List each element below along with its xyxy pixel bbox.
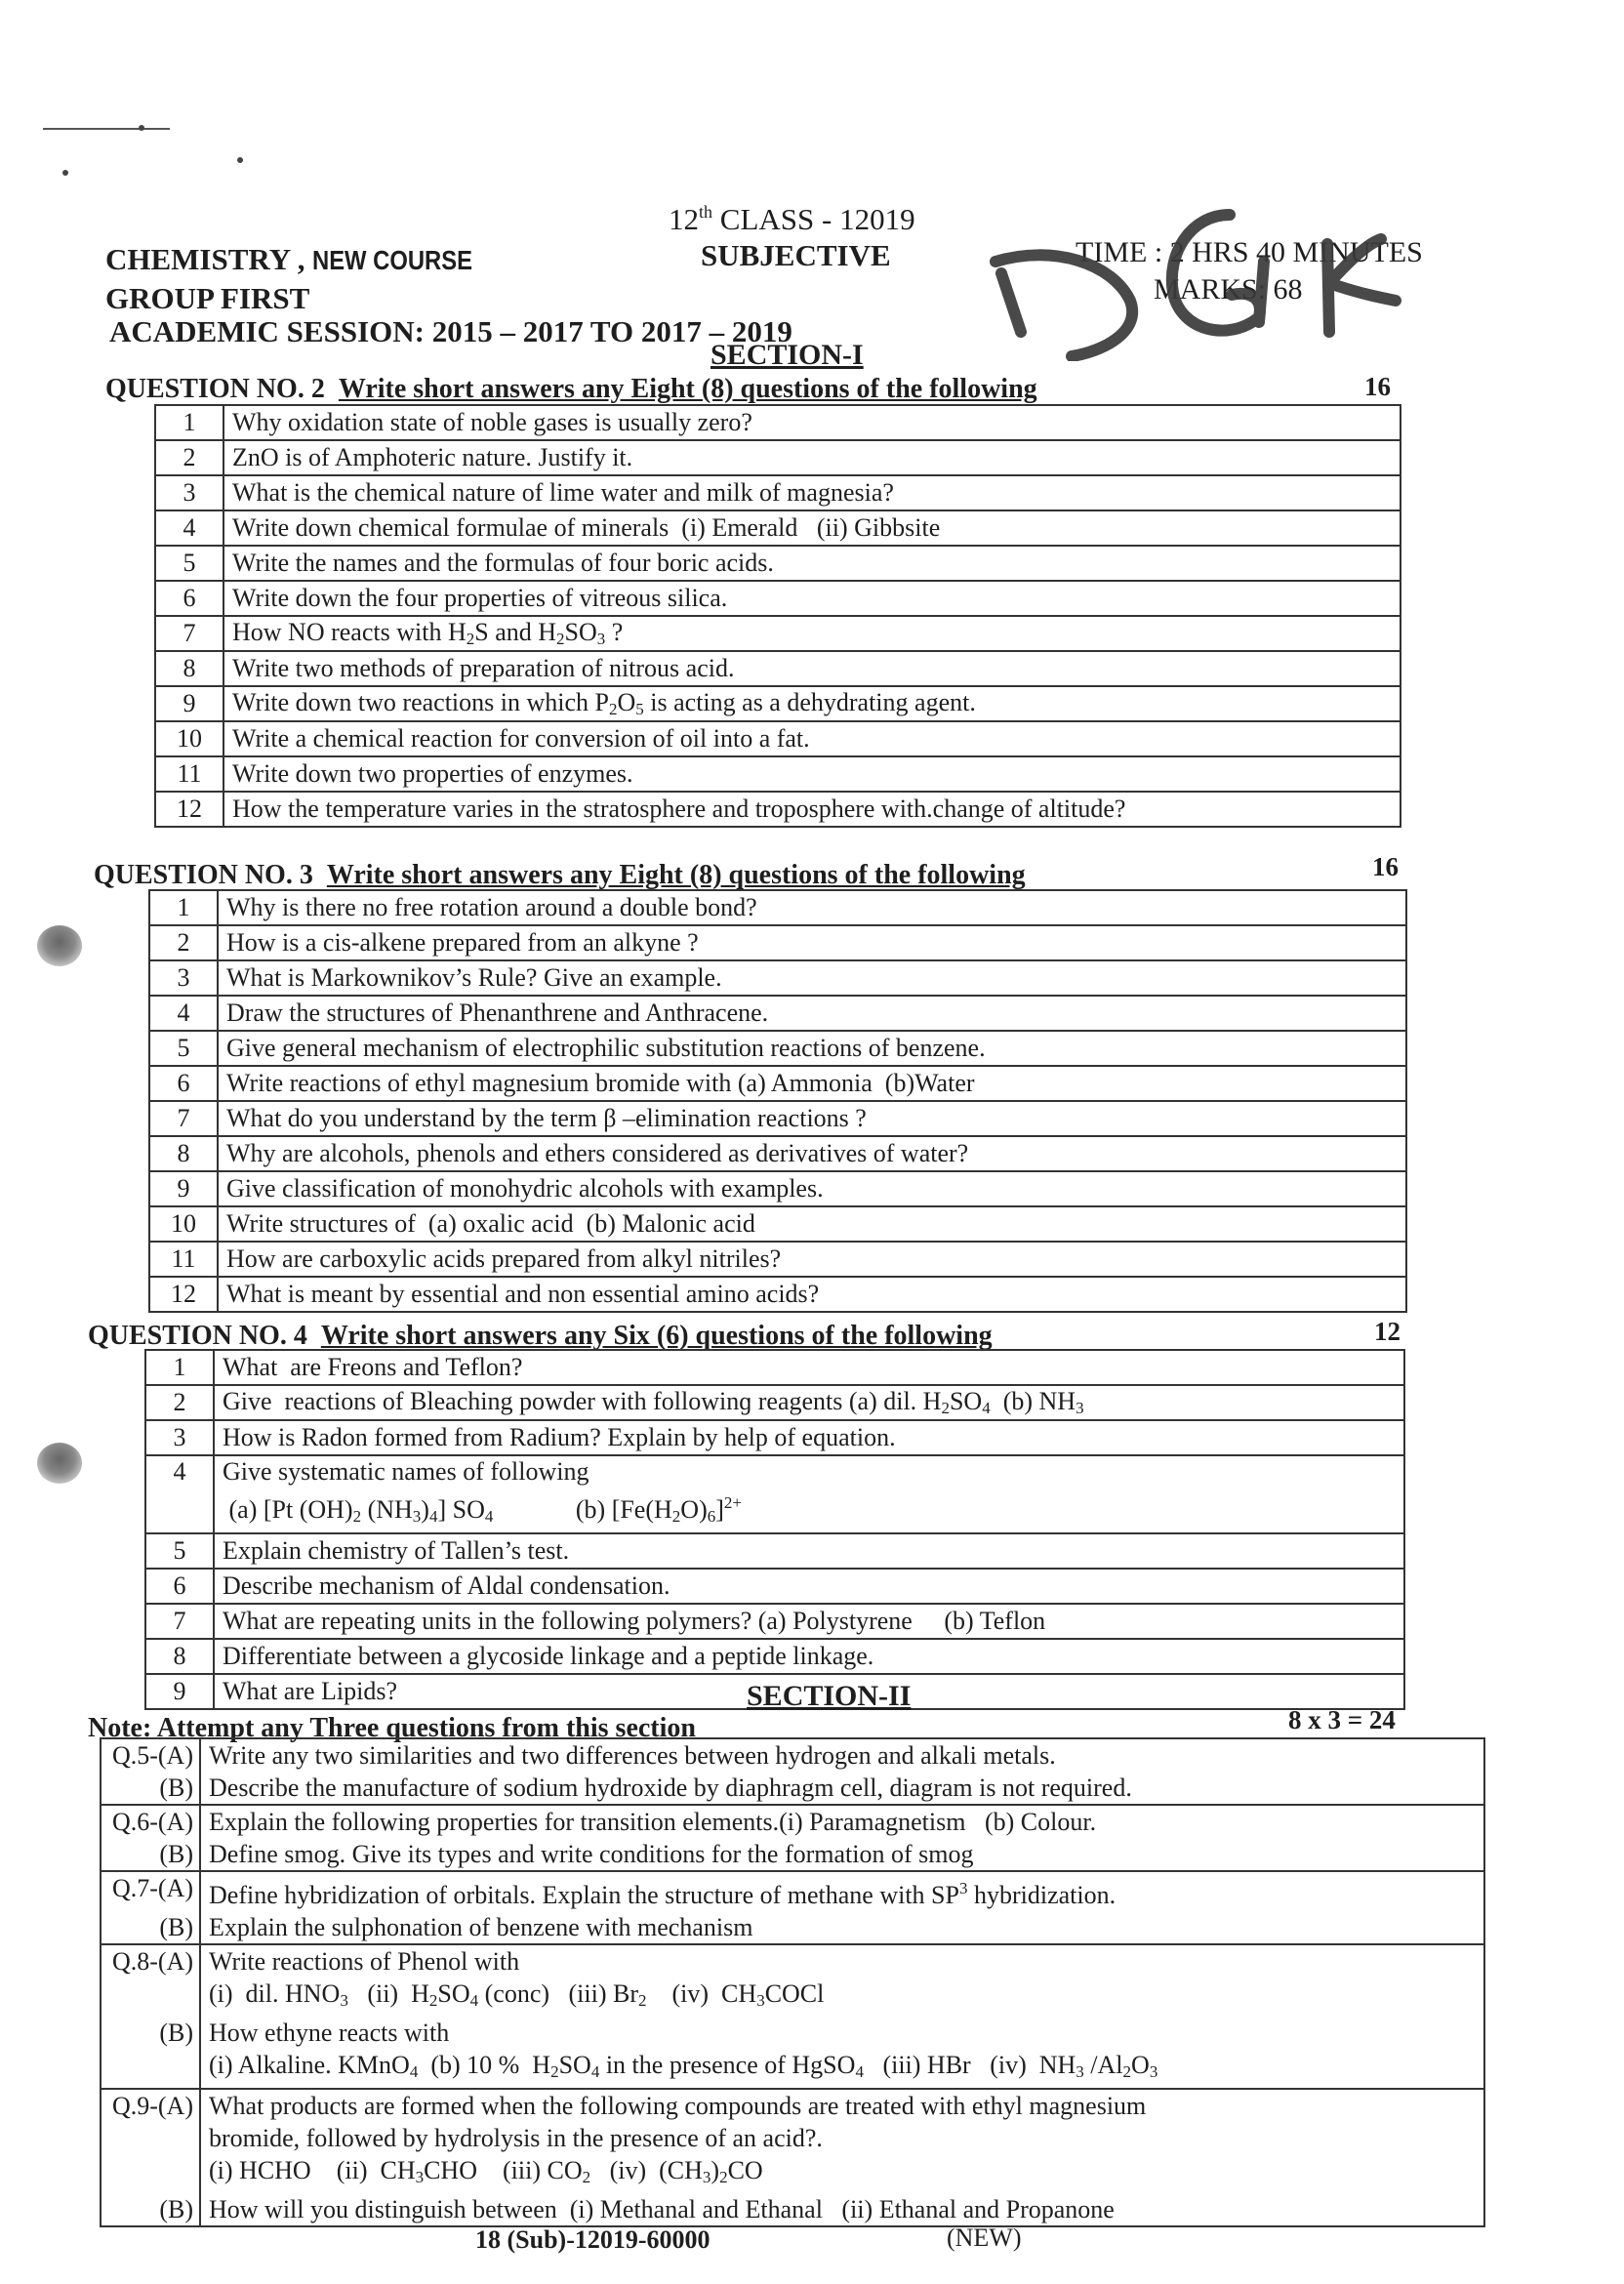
paper-tag: (NEW) bbox=[947, 2223, 1022, 2252]
long-question-text: How ethyne reacts with bbox=[200, 2017, 1484, 2049]
question-item-number: 1 bbox=[149, 890, 218, 925]
long-question-text: Write reactions of Phenol with bbox=[200, 1944, 1484, 1978]
long-question-label bbox=[101, 2154, 200, 2193]
question-heading bbox=[94, 860, 1026, 891]
question-item-number: 7 bbox=[145, 1604, 214, 1639]
long-question-row bbox=[101, 1871, 1484, 1911]
scan-dot bbox=[62, 170, 68, 176]
question-row bbox=[145, 1455, 1404, 1533]
long-question-label bbox=[101, 1978, 200, 2017]
question-item-text: What are Freons and Teflon? bbox=[214, 1350, 1404, 1385]
question-row bbox=[149, 1171, 1406, 1206]
question-row bbox=[155, 756, 1401, 792]
question-row bbox=[149, 890, 1406, 925]
question-number: QUESTION NO. 3 bbox=[94, 860, 313, 890]
question-item-text: How NO reacts with $H_2S$ and $H_2SO_3$ ? bbox=[223, 616, 1401, 651]
long-question-row bbox=[101, 1911, 1484, 1944]
question-row bbox=[155, 792, 1401, 827]
section-2-note: Note: Attempt any Three questions from this section bbox=[88, 1713, 696, 1743]
question-row bbox=[155, 546, 1401, 581]
punch-hole-icon bbox=[37, 1443, 82, 1484]
total-marks: MARKS: 68 bbox=[1154, 273, 1303, 306]
section-2-marks: 8 x 3 = 24 bbox=[1288, 1705, 1396, 1734]
question-item-number: 6 bbox=[155, 581, 223, 616]
long-question-row bbox=[101, 1838, 1484, 1871]
question-instruction: Write short answers any Eight (8) questions of the following bbox=[338, 374, 1037, 404]
long-question-label bbox=[101, 2122, 200, 2154]
question-item-text: Write reactions of ethyl magnesium bromide with (a) Ammonia (b)Water bbox=[218, 1066, 1406, 1101]
question-row bbox=[149, 1206, 1406, 1242]
question-marks: 16 bbox=[1364, 372, 1391, 401]
long-question-text: (i) Alkaline. KMnO$_4$ (b) 10 % $H_2SO_4$ in the presence of HgSO$_4$ (iii) HBr (iv) $NH_3$ $/Al_2O_3$ bbox=[200, 2049, 1484, 2089]
section-1-title: SECTION-I bbox=[710, 339, 864, 371]
long-question-row bbox=[101, 2049, 1484, 2089]
punch-hole-icon bbox=[37, 925, 82, 966]
long-question-text: Define hybridization of orbitals. Explain the structure of methane with $SP^3$ hybridization. bbox=[200, 1871, 1484, 1911]
question-number: QUESTION NO. 2 bbox=[105, 374, 325, 404]
long-question-row bbox=[101, 1944, 1484, 1978]
question-item-text: What is Markownikov’s Rule? Give an example. bbox=[218, 960, 1406, 996]
long-question-label: Q.8-(A) bbox=[101, 1944, 200, 1978]
group-label: GROUP FIRST bbox=[105, 281, 310, 315]
question-item-number: 12 bbox=[149, 1277, 218, 1312]
paper-code: 18 (Sub)-12019-60000 bbox=[475, 2225, 710, 2254]
short-questions-table bbox=[144, 1349, 1405, 1710]
question-item-text: Explain chemistry of Tallen’s test. bbox=[214, 1533, 1404, 1569]
question-item-number: 7 bbox=[155, 616, 223, 651]
question-item-number: 9 bbox=[155, 686, 223, 721]
short-questions-table bbox=[154, 404, 1401, 828]
question-item-text: ZnO is of Amphoteric nature. Justify it. bbox=[223, 440, 1401, 475]
long-question-row bbox=[101, 1738, 1484, 1772]
question-item-number: 4 bbox=[145, 1455, 214, 1533]
question-item-number: 4 bbox=[155, 510, 223, 546]
question-item-text: Write the names and the formulas of four boric acids. bbox=[223, 546, 1401, 581]
question-instruction: Write short answers any Six (6) questions of the following bbox=[320, 1321, 993, 1351]
long-question-row bbox=[101, 2154, 1484, 2193]
long-question-text: Define smog. Give its types and write conditions for the formation of smog bbox=[200, 1838, 1484, 1871]
question-item-number: 10 bbox=[155, 721, 223, 756]
question-row bbox=[149, 1277, 1406, 1312]
question-item-text: Give general mechanism of electrophilic substitution reactions of benzene. bbox=[218, 1031, 1406, 1066]
long-question-row bbox=[101, 2089, 1484, 2122]
long-question-row bbox=[101, 1978, 1484, 2017]
long-question-text: Write any two similarities and two differences between hydrogen and alkali metals. bbox=[200, 1738, 1484, 1772]
question-item-text: Write down chemical formulae of minerals (i) Emerald (ii) Gibbsite bbox=[223, 510, 1401, 546]
long-question-label: (B) bbox=[101, 2193, 200, 2226]
long-question-text: Explain the following properties for transition elements.(i) Paramagnetism (b) Colour. bbox=[200, 1805, 1484, 1838]
time-allowed: TIME : 2 HRS 40 MINUTES bbox=[1076, 236, 1423, 268]
question-item-text: Write down two properties of enzymes. bbox=[223, 756, 1401, 792]
question-row bbox=[145, 1533, 1404, 1569]
question-item-number: 11 bbox=[149, 1242, 218, 1277]
long-question-row bbox=[101, 2017, 1484, 2049]
question-heading bbox=[105, 374, 1037, 405]
question-item-text: What are repeating units in the following polymers? (a) Polystyrene (b) Teflon bbox=[214, 1604, 1404, 1639]
question-row bbox=[155, 405, 1401, 440]
handwritten-signature-icon bbox=[966, 185, 1405, 361]
scan-dot bbox=[237, 157, 243, 163]
question-item-number: 2 bbox=[155, 440, 223, 475]
academic-session: ACADEMIC SESSION: 2015 – 2017 TO 2017 – 2019 bbox=[109, 314, 792, 348]
class-title: 12th CLASS - 12019 bbox=[669, 202, 915, 236]
question-item-number: 6 bbox=[145, 1569, 214, 1604]
question-row bbox=[155, 651, 1401, 686]
question-item-text: How are carboxylic acids prepared from alkyl nitriles? bbox=[218, 1242, 1406, 1277]
question-row bbox=[149, 1101, 1406, 1136]
question-row bbox=[145, 1350, 1404, 1385]
question-item-number: 2 bbox=[149, 925, 218, 960]
long-question-label: (B) bbox=[101, 1838, 200, 1871]
question-item-number: 5 bbox=[149, 1031, 218, 1066]
paper-type: SUBJECTIVE bbox=[701, 238, 891, 272]
long-question-label: Q.5-(A) bbox=[101, 1738, 200, 1772]
question-item-text: Write structures of (a) oxalic acid (b) Malonic acid bbox=[218, 1206, 1406, 1242]
long-question-label: (B) bbox=[101, 2017, 200, 2049]
long-question-label: Q.9-(A) bbox=[101, 2089, 200, 2122]
question-item-text: What do you understand by the term β –elimination reactions ? bbox=[218, 1101, 1406, 1136]
question-item-number: 8 bbox=[149, 1136, 218, 1171]
question-item-text: Describe mechanism of Aldal condensation. bbox=[214, 1569, 1404, 1604]
long-question-text: bromide, followed by hydrolysis in the presence of an acid?. bbox=[200, 2122, 1484, 2154]
question-item-text: What is the chemical nature of lime water and milk of magnesia? bbox=[223, 475, 1401, 510]
question-item-text: Give classification of monohydric alcohols with examples. bbox=[218, 1171, 1406, 1206]
question-item-number: 5 bbox=[145, 1533, 214, 1569]
question-item-text: Draw the structures of Phenanthrene and Anthracene. bbox=[218, 996, 1406, 1031]
question-marks: 16 bbox=[1372, 852, 1399, 881]
question-item-text: Why oxidation state of noble gases is usually zero? bbox=[223, 405, 1401, 440]
question-item-text: Write a chemical reaction for conversion of oil into a fat. bbox=[223, 721, 1401, 756]
scan-dot bbox=[139, 125, 144, 131]
question-heading bbox=[88, 1321, 993, 1352]
question-item-number: 7 bbox=[149, 1101, 218, 1136]
long-question-label: Q.7-(A) bbox=[101, 1871, 200, 1911]
question-item-text: Differentiate between a glycoside linkage and a peptide linkage. bbox=[214, 1639, 1404, 1674]
question-item-number: 8 bbox=[155, 651, 223, 686]
question-item-text: Why are alcohols, phenols and ethers considered as derivatives of water? bbox=[218, 1136, 1406, 1171]
question-marks: 12 bbox=[1374, 1317, 1401, 1346]
question-row bbox=[155, 721, 1401, 756]
long-question-text: Describe the manufacture of sodium hydroxide by diaphragm cell, diagram is not required. bbox=[200, 1772, 1484, 1805]
long-question-text: What products are formed when the following compounds are treated with ethyl magnesium bbox=[200, 2089, 1484, 2122]
section-2-title: SECTION-II bbox=[747, 1680, 912, 1712]
question-row bbox=[155, 510, 1401, 546]
question-item-number: 11 bbox=[155, 756, 223, 792]
long-question-row bbox=[101, 1772, 1484, 1805]
question-item-text: Why is there no free rotation around a double bond? bbox=[218, 890, 1406, 925]
long-question-label: (B) bbox=[101, 1911, 200, 1944]
question-item-text: How the temperature varies in the stratosphere and troposphere with.change of altitude? bbox=[223, 792, 1401, 827]
question-row bbox=[155, 475, 1401, 510]
question-row bbox=[149, 996, 1406, 1031]
question-row bbox=[149, 925, 1406, 960]
question-item-text: Give reactions of Bleaching powder with followinɡ reagents (a) dil. $H_2SO_4$ (b) $NH_3$ bbox=[214, 1385, 1404, 1420]
scan-mark-line bbox=[43, 128, 170, 130]
question-item-number: 1 bbox=[145, 1350, 214, 1385]
long-question-text: Explain the sulphonation of benzene with mechanism bbox=[200, 1911, 1484, 1944]
question-item-text: Write two methods of preparation of nitrous acid. bbox=[223, 651, 1401, 686]
question-row bbox=[145, 1639, 1404, 1674]
question-row bbox=[149, 1031, 1406, 1066]
question-row bbox=[155, 440, 1401, 475]
question-row bbox=[155, 686, 1401, 721]
long-question-label: (B) bbox=[101, 1772, 200, 1805]
question-row bbox=[145, 1420, 1404, 1455]
subject-title: CHEMISTRY , NEW COURSE bbox=[105, 242, 473, 276]
question-item-text: How is a cis-alkene prepared from an alkyne ? bbox=[218, 925, 1406, 960]
long-question-text: How will you distinguish between (i) Methanal and Ethanal (ii) Ethanal and Propanone bbox=[200, 2193, 1484, 2226]
long-question-row bbox=[101, 1805, 1484, 1838]
question-item-number: 3 bbox=[155, 475, 223, 510]
question-item-number: 4 bbox=[149, 996, 218, 1031]
question-item-text: Write down two reactions in which $P_2O_5$ is acting as a dehydrating agent. bbox=[223, 686, 1401, 721]
question-row bbox=[149, 1136, 1406, 1171]
question-item-number: 9 bbox=[149, 1171, 218, 1206]
question-row bbox=[155, 581, 1401, 616]
question-instruction: Write short answers any Eight (8) questions of the following bbox=[326, 860, 1026, 890]
long-question-text: (i) dil. $HNO_3$ (ii) $H_2SO_4$ (conc) (iii) $Br_2$ (iv) $CH_3COCl$ bbox=[200, 1978, 1484, 2017]
question-row bbox=[149, 1066, 1406, 1101]
question-item-number: 10 bbox=[149, 1206, 218, 1242]
question-item-text: How is Radon formed from Radium? Explain by help of equation. bbox=[214, 1420, 1404, 1455]
question-number: QUESTION NO. 4 bbox=[88, 1321, 307, 1351]
question-item-number: 5 bbox=[155, 546, 223, 581]
question-row bbox=[155, 616, 1401, 651]
question-row bbox=[149, 1242, 1406, 1277]
long-question-label: Q.6-(A) bbox=[101, 1805, 200, 1838]
long-question-text: (i) HCHO (ii) $CH_3CHO$ (iii) $CO_2$ (iv) $(CH_3)_2CO$ bbox=[200, 2154, 1484, 2193]
question-row bbox=[145, 1569, 1404, 1604]
question-item-number: 6 bbox=[149, 1066, 218, 1101]
question-item-number: 12 bbox=[155, 792, 223, 827]
question-item-number: 8 bbox=[145, 1639, 214, 1674]
long-question-row bbox=[101, 2122, 1484, 2154]
long-question-row bbox=[101, 2193, 1484, 2226]
short-questions-table bbox=[148, 889, 1407, 1313]
question-item-number: 2 bbox=[145, 1385, 214, 1420]
question-item-number: 1 bbox=[155, 405, 223, 440]
section-2-questions-table bbox=[100, 1737, 1485, 2227]
question-row bbox=[149, 960, 1406, 996]
question-item-number: 9 bbox=[145, 1674, 214, 1709]
question-item-number: 3 bbox=[149, 960, 218, 996]
question-item-text: What is meant by essential and non essential amino acids? bbox=[218, 1277, 1406, 1312]
question-item-number: 3 bbox=[145, 1420, 214, 1455]
question-item-text: Give systematic names of following (a) [Pt $(OH)_2$ $(NH_3)_4$] $SO_4$ (b) $[Fe(H_2O)_6]^{2+}$ bbox=[214, 1455, 1404, 1533]
question-row bbox=[145, 1604, 1404, 1639]
question-item-text: What are Lipids? bbox=[214, 1674, 1404, 1709]
question-item-text: Write down the four properties of vitreous silica. bbox=[223, 581, 1401, 616]
long-question-label bbox=[101, 2049, 200, 2089]
question-row bbox=[145, 1385, 1404, 1420]
